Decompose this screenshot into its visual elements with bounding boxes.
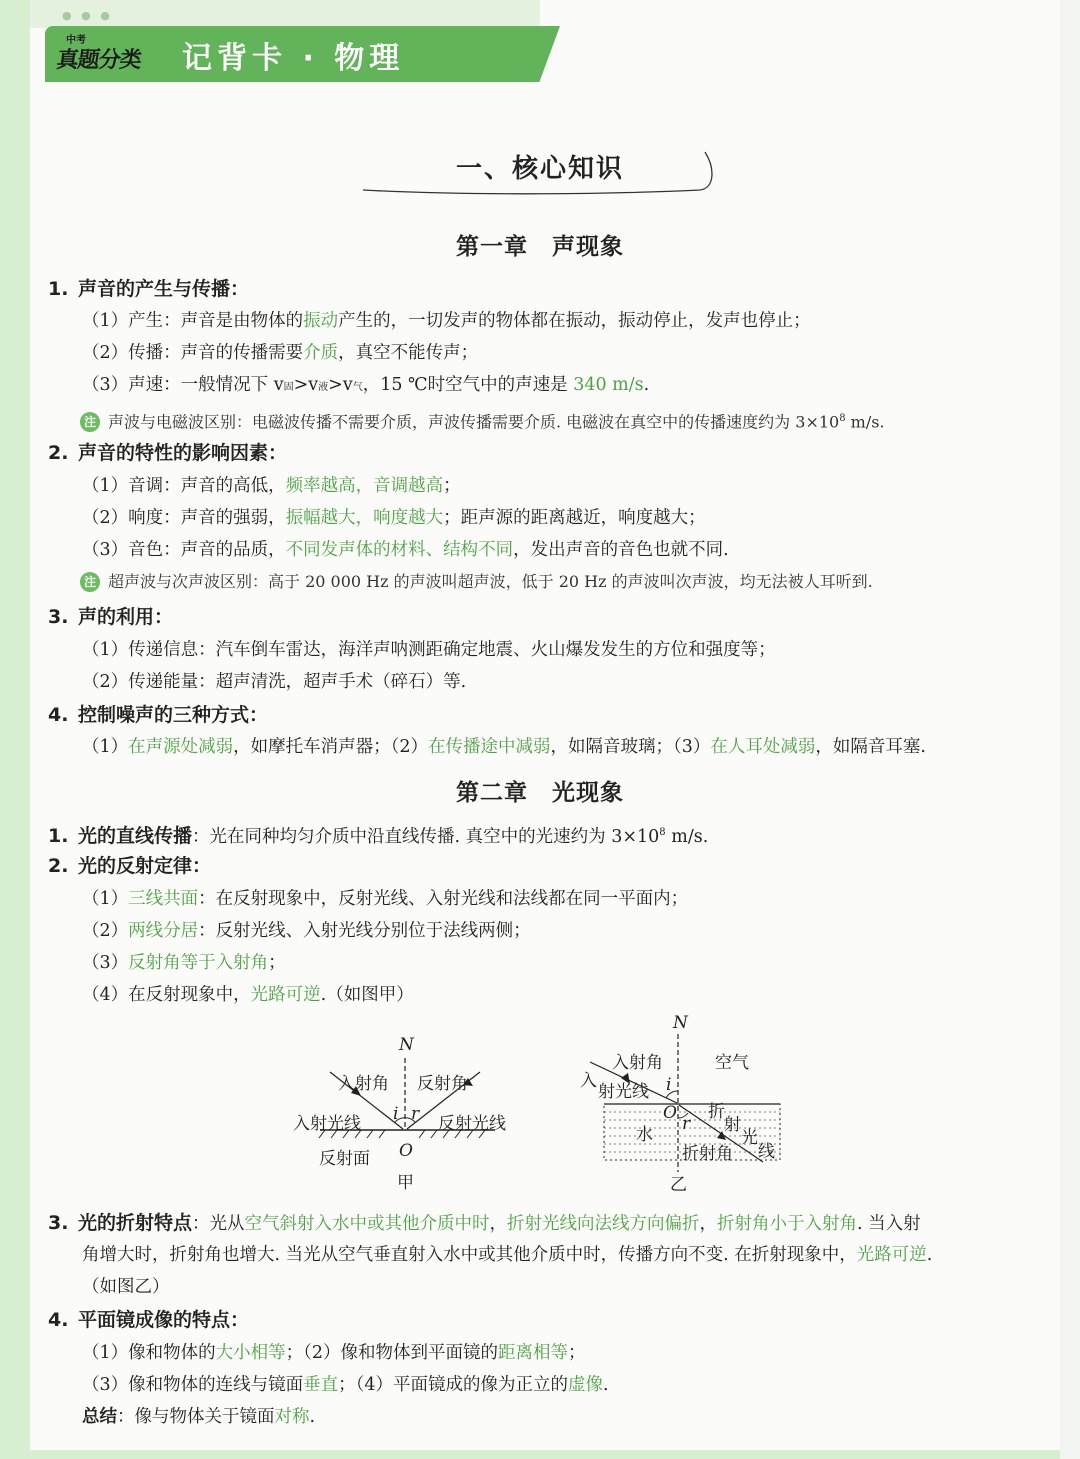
ch2-item-3-line-3: （如图乙）: [82, 1277, 170, 1297]
ch2-item-2-line-2: （2）两线分居：反射光线、入射光线分别位于法线两侧；: [82, 921, 531, 941]
label-incident-ray-2: 射光线: [598, 1082, 649, 1102]
label-incident-ray-1: 入: [580, 1071, 597, 1091]
ch2-item-2-line-3: （3）反射角等于入射角；: [82, 953, 286, 973]
brand-big: 真题分类: [54, 48, 143, 73]
ch1-item-1-note: 注 声波与电磁波区别：电磁波传播不需要介质，声波传播需要介质. 电磁波在真空中的传播速度约为 $3\times 10^8$ m/s.: [80, 407, 885, 434]
ch1-item-2-line-1: （1）音调：声音的高低，频率越高，音调越高；: [82, 476, 461, 496]
label-incident-angle: 入射角: [612, 1053, 663, 1073]
label-r: r: [411, 1104, 420, 1124]
label-water: 水: [636, 1125, 653, 1145]
ch2-item-4-heading: 4. 平面镜成像的特点：: [48, 1309, 250, 1331]
chapter-1-title: 第一章 声现象: [456, 234, 624, 260]
label-refract-angle: 折射角: [682, 1144, 733, 1164]
ch1-item-1-heading: 1. 声音的产生与传播：: [48, 278, 250, 300]
ch2-item-1: 1. 光的直线传播：光在同种均匀介质中沿直线传播. 真空中的光速约为 $3\times 10^8$ m/s.: [48, 824, 709, 847]
ch1-item-1-line-3: （3）声速：一般情况下 v固>v液>v气，15 ℃时空气中的声速是 340 m/s.: [82, 375, 650, 395]
ch2-item-3-line-1: 3. 光的折射特点：光从空气斜射入水中或其他介质中时，折射光线向法线方向偏折，折射角小于入射角. 当入射: [48, 1212, 921, 1234]
note-badge: 注: [80, 412, 100, 432]
brand-small: 中考: [66, 35, 86, 46]
section-title: 一、核心知识: [455, 154, 624, 184]
caption-jia: 甲: [397, 1173, 414, 1193]
ch1-item-3-heading: 3. 声的利用：: [48, 606, 174, 628]
label-reflect-angle: 反射角: [417, 1074, 468, 1094]
ch2-item-3-line-2: 角增大时，折射角也增大. 当光从空气垂直射入水中或其他介质中时，传播方向不变. 在折射现象中，光路可逆.: [82, 1245, 933, 1265]
ch2-item-4-line-2: （3）像和物体的连线与镜面垂直；（4）平面镜成的像为正立的虚像.: [82, 1375, 609, 1395]
ch1-item-3-line-1: （1）传递信息：汽车倒车雷达，海洋声呐测距确定地震、火山爆发发生的方位和强度等；: [82, 640, 776, 660]
ch1-item-1-line-1: （1）产生：声音是由物体的振动产生的，一切发声的物体都在振动，振动停止，发声也停止；: [82, 311, 811, 331]
ch2-item-2-line-1: （1）三线共面：在反射现象中，反射光线、入射光线和法线都在同一平面内；: [82, 889, 689, 909]
ch1-item-2-heading: 2. 声音的特性的影响因素：: [48, 442, 288, 464]
ch2-item-2-line-4: （4）在反射现象中，光路可逆.（如图甲）: [82, 985, 414, 1005]
caption-yi: 乙: [670, 1175, 687, 1195]
label-refracted-ray-1: 折: [708, 1102, 725, 1122]
ch1-item-2-line-3: （3）音色：声音的品质，不同发声体的材料、结构不同，发出声音的音色也就不同.: [82, 540, 729, 560]
reflection-diagram: [285, 1030, 535, 1195]
label-i: i: [393, 1104, 399, 1124]
brand-logo: [52, 31, 157, 79]
label-refracted-ray-4: 线: [758, 1142, 775, 1162]
label-incident-ray: 入射光线: [293, 1114, 361, 1134]
label-origin: O: [663, 1103, 677, 1123]
label-normal: N: [399, 1035, 414, 1055]
refraction-diagram: [578, 1012, 798, 1197]
header-dots: ● ● ●: [62, 9, 113, 22]
ch2-item-4-summary: 总结：像与物体关于镜面对称.: [82, 1407, 316, 1427]
label-i: i: [666, 1075, 672, 1095]
label-incident-angle: 入射角: [338, 1074, 389, 1094]
ch1-item-2-note: 注 超声波与次声波区别：高于 20 000 Hz 的声波叫超声波，低于 20 Hz 的声波叫次声波，均无法被人耳听到.: [80, 570, 873, 594]
label-reflected-ray: 反射光线: [438, 1114, 506, 1134]
ch1-item-1-line-2: （2）传播：声音的传播需要介质，真空不能传声；: [82, 343, 479, 363]
label-refracted-ray-2: 射: [724, 1115, 741, 1135]
label-air: 空气: [715, 1053, 749, 1073]
ch1-item-3-line-2: （2）传递能量：超声清洗，超声手术（碎石）等.: [82, 672, 467, 692]
label-surface: 反射面: [319, 1149, 370, 1169]
ch2-item-4-line-1: （1）像和物体的大小相等；（2）像和物体到平面镜的距离相等；: [82, 1343, 586, 1363]
label-refracted-ray-3: 光: [741, 1128, 758, 1148]
ch1-item-4-line-1: （1）在声源处减弱，如摩托车消声器；（2）在传播途中减弱，如隔音玻璃；（3）在人耳处减弱，如隔音耳塞.: [82, 737, 926, 757]
ch1-item-4-heading: 4. 控制噪声的三种方式：: [48, 704, 269, 726]
note-badge: 注: [80, 572, 100, 592]
ch2-item-2-heading: 2. 光的反射定律：: [48, 855, 212, 877]
chapter-2-title: 第二章 光现象: [456, 780, 624, 806]
page-edge: [1060, 0, 1080, 1459]
label-normal: N: [673, 1013, 688, 1033]
label-r: r: [682, 1114, 691, 1134]
label-origin: O: [399, 1141, 413, 1161]
ch1-item-2-line-2: （2）响度：声音的强弱，振幅越大，响度越大；距声源的距离越近，响度越大；: [82, 508, 706, 528]
header-title: 记背卡 · 物理: [182, 41, 405, 76]
